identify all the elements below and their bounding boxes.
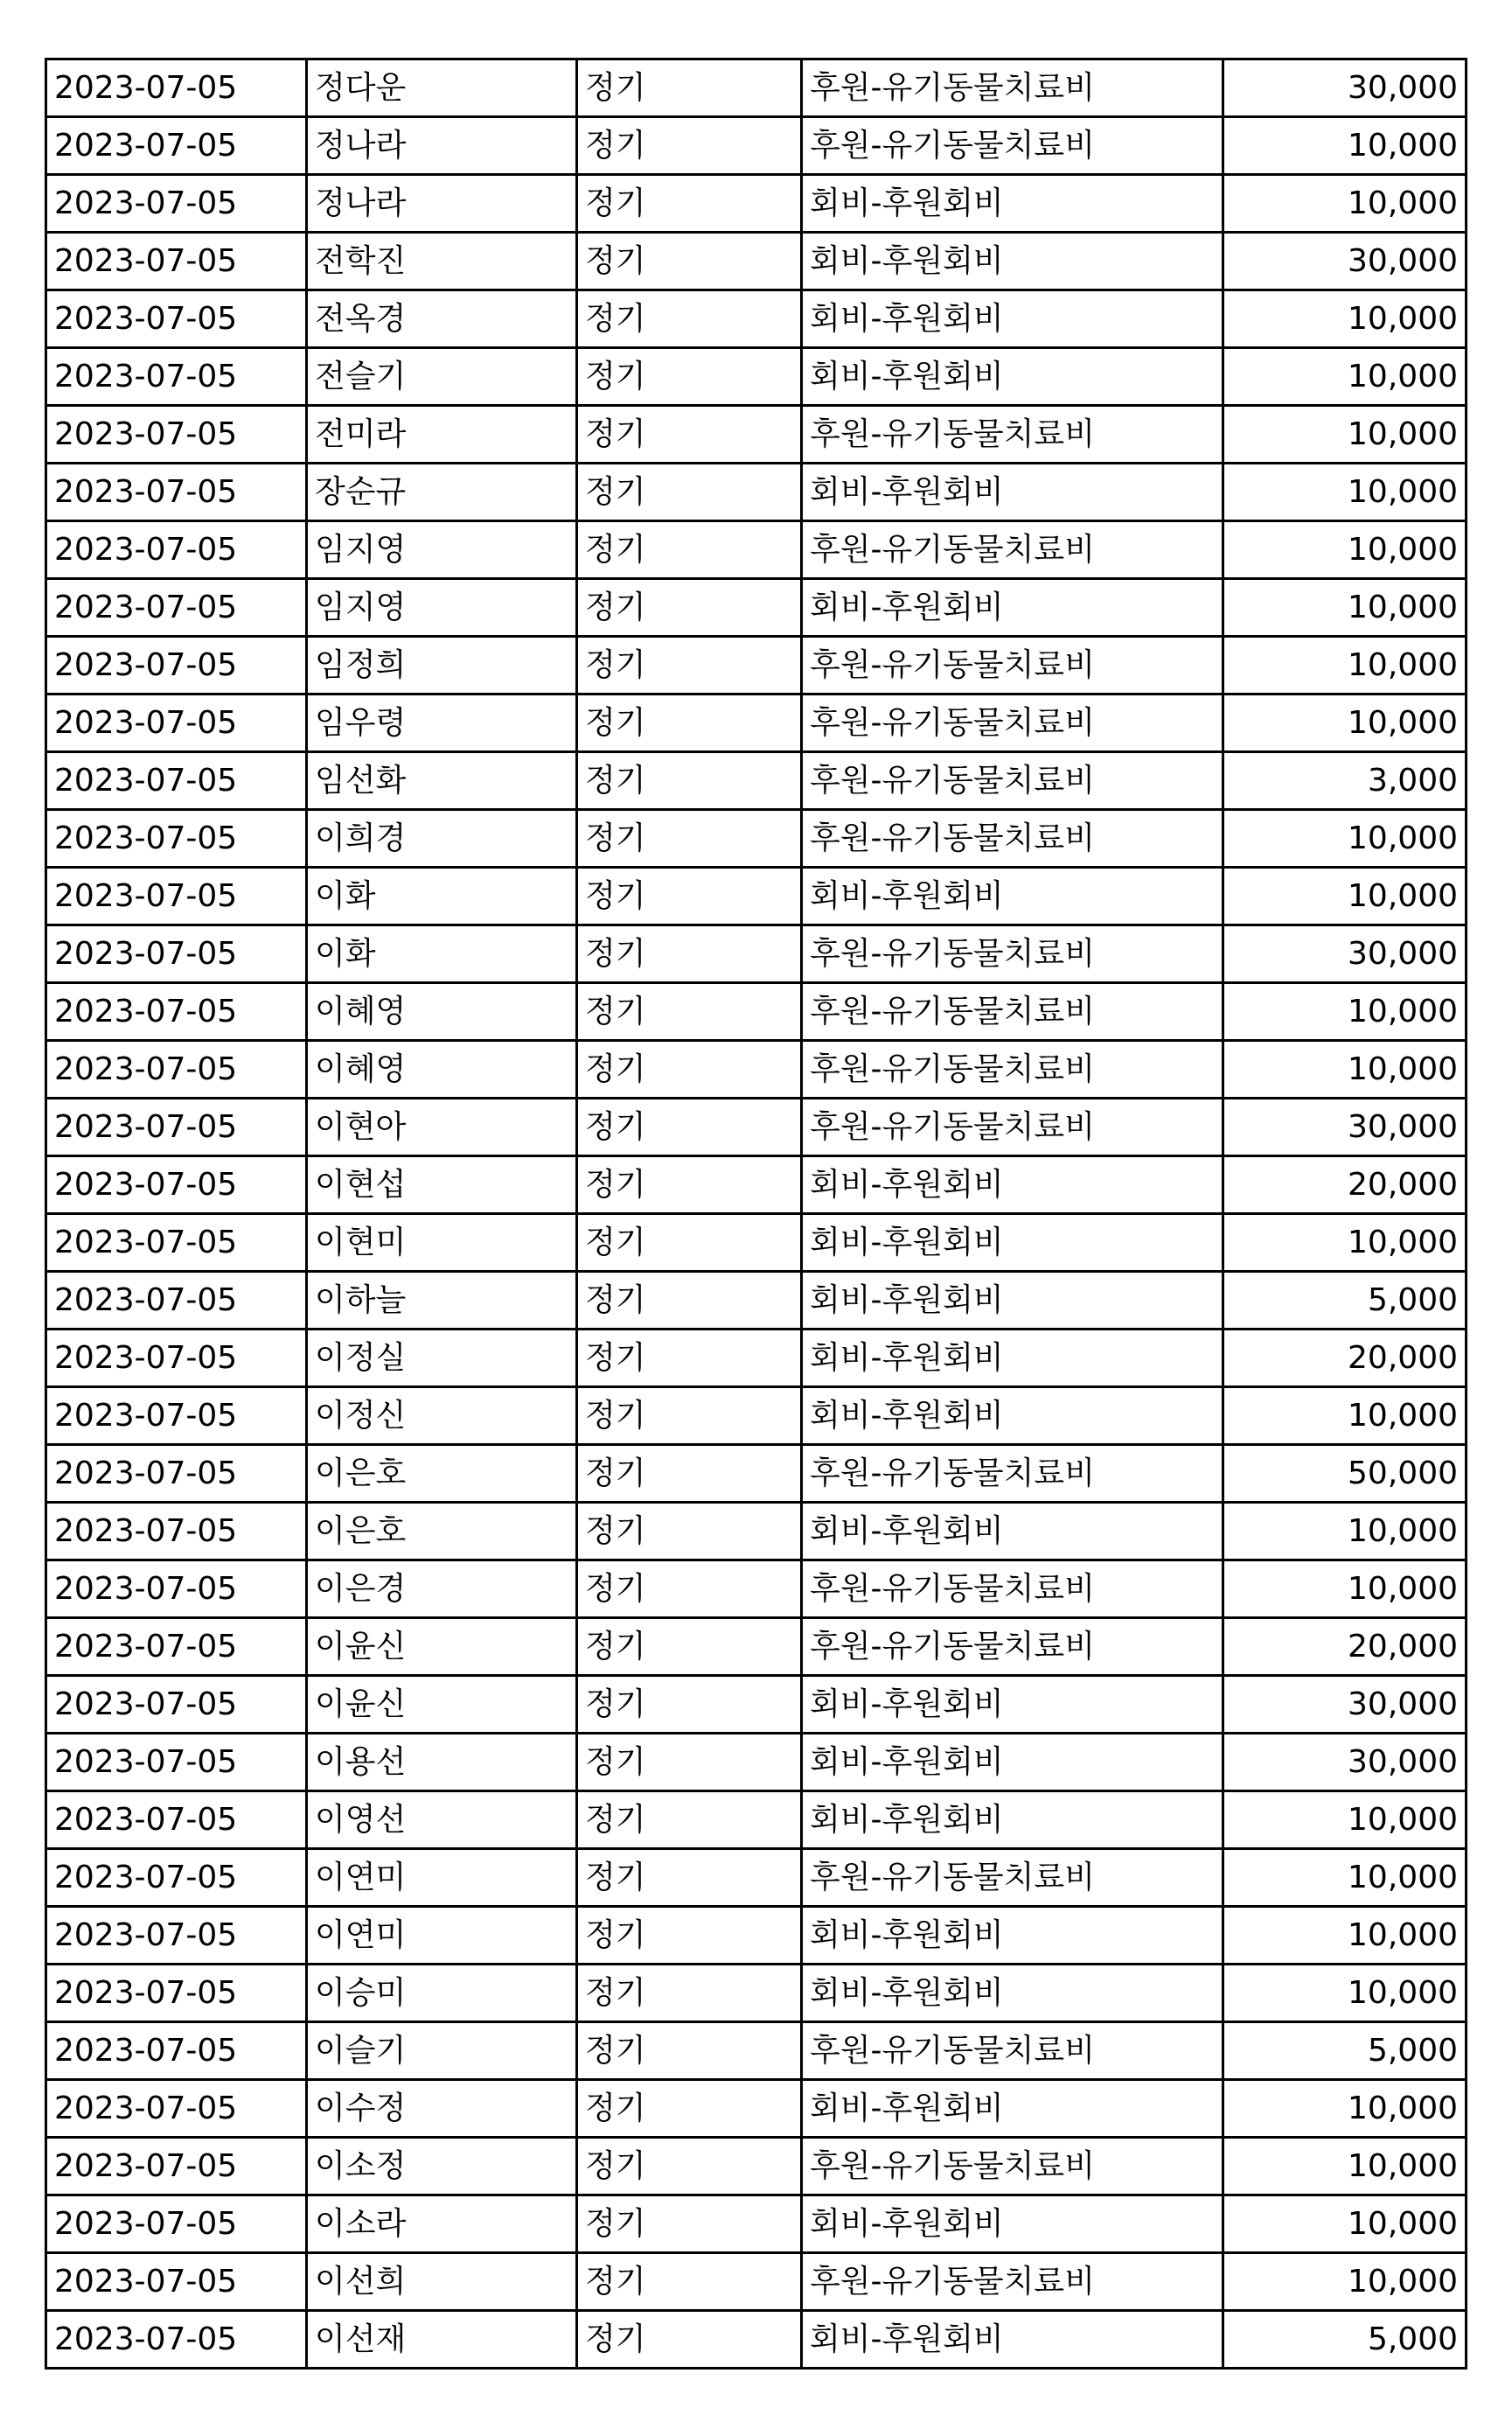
date-cell: 2023-07-05 — [46, 810, 307, 868]
amount-cell: 10,000 — [1223, 1791, 1467, 1849]
category-cell: 후원-유기동물치료비 — [802, 1445, 1223, 1503]
amount-cell: 10,000 — [1223, 1041, 1467, 1099]
date-cell: 2023-07-05 — [46, 1099, 307, 1156]
category-cell: 회비-후원회비 — [802, 1676, 1223, 1734]
donor-name-cell: 정나라 — [307, 175, 577, 233]
donation-type-cell: 정기 — [577, 1618, 802, 1676]
date-cell: 2023-07-05 — [46, 59, 307, 117]
category-cell: 회비-후원회비 — [802, 175, 1223, 233]
donation-type-cell: 정기 — [577, 637, 802, 694]
donor-name-cell: 전옥경 — [307, 290, 577, 348]
date-cell: 2023-07-05 — [46, 2138, 307, 2195]
amount-cell: 10,000 — [1223, 1907, 1467, 1965]
table-row — [46, 868, 1467, 925]
donation-type-cell: 정기 — [577, 521, 802, 579]
category-cell: 후원-유기동물치료비 — [802, 1618, 1223, 1676]
amount-cell: 10,000 — [1223, 1503, 1467, 1560]
table-row — [46, 1387, 1467, 1445]
date-cell: 2023-07-05 — [46, 1387, 307, 1445]
donation-type-cell: 정기 — [577, 983, 802, 1041]
amount-cell: 30,000 — [1223, 1676, 1467, 1734]
category-cell: 후원-유기동물치료비 — [802, 1560, 1223, 1618]
donor-name-cell: 이승미 — [307, 1965, 577, 2022]
date-cell: 2023-07-05 — [46, 1503, 307, 1560]
date-cell: 2023-07-05 — [46, 1560, 307, 1618]
category-cell: 후원-유기동물치료비 — [802, 1041, 1223, 1099]
donor-name-cell: 이현아 — [307, 1099, 577, 1156]
donation-type-cell: 정기 — [577, 752, 802, 810]
donor-name-cell: 이연미 — [307, 1849, 577, 1907]
date-cell: 2023-07-05 — [46, 1734, 307, 1791]
category-cell: 후원-유기동물치료비 — [802, 406, 1223, 464]
donation-type-cell: 정기 — [577, 1849, 802, 1907]
amount-cell: 5,000 — [1223, 1272, 1467, 1330]
donation-ledger-table — [45, 58, 1467, 2370]
donor-name-cell: 이윤신 — [307, 1618, 577, 1676]
table-row — [46, 2195, 1467, 2253]
date-cell: 2023-07-05 — [46, 1445, 307, 1503]
table-row — [46, 2080, 1467, 2138]
table-row — [46, 983, 1467, 1041]
category-cell: 후원-유기동물치료비 — [802, 925, 1223, 983]
donor-name-cell: 정다운 — [307, 59, 577, 117]
table-row — [46, 290, 1467, 348]
table-row — [46, 810, 1467, 868]
date-cell: 2023-07-05 — [46, 406, 307, 464]
date-cell: 2023-07-05 — [46, 290, 307, 348]
donation-type-cell: 정기 — [577, 406, 802, 464]
table-row — [46, 233, 1467, 290]
donor-name-cell: 정나라 — [307, 117, 577, 175]
donor-name-cell: 이선희 — [307, 2253, 577, 2311]
date-cell: 2023-07-05 — [46, 1907, 307, 1965]
table-row — [46, 1041, 1467, 1099]
amount-cell: 10,000 — [1223, 1849, 1467, 1907]
donor-name-cell: 이수정 — [307, 2080, 577, 2138]
donor-name-cell: 이윤신 — [307, 1676, 577, 1734]
donor-name-cell: 전슬기 — [307, 348, 577, 406]
category-cell: 회비-후원회비 — [802, 1503, 1223, 1560]
donor-name-cell: 이혜영 — [307, 983, 577, 1041]
category-cell: 회비-후원회비 — [802, 1272, 1223, 1330]
amount-cell: 30,000 — [1223, 59, 1467, 117]
donation-type-cell: 정기 — [577, 233, 802, 290]
donation-type-cell: 정기 — [577, 1214, 802, 1272]
donor-name-cell: 임지영 — [307, 521, 577, 579]
table-row — [46, 348, 1467, 406]
table-row — [46, 1214, 1467, 1272]
category-cell: 후원-유기동물치료비 — [802, 1849, 1223, 1907]
donation-type-cell: 정기 — [577, 1445, 802, 1503]
table-row — [46, 1445, 1467, 1503]
donor-name-cell: 임선화 — [307, 752, 577, 810]
donation-type-cell: 정기 — [577, 1560, 802, 1618]
date-cell: 2023-07-05 — [46, 464, 307, 521]
table-row — [46, 1099, 1467, 1156]
donation-type-cell: 정기 — [577, 2080, 802, 2138]
amount-cell: 10,000 — [1223, 117, 1467, 175]
donor-name-cell: 이영선 — [307, 1791, 577, 1849]
date-cell: 2023-07-05 — [46, 983, 307, 1041]
ledger-body — [46, 59, 1467, 2369]
category-cell: 회비-후원회비 — [802, 290, 1223, 348]
date-cell: 2023-07-05 — [46, 521, 307, 579]
category-cell: 회비-후원회비 — [802, 1907, 1223, 1965]
table-row — [46, 1272, 1467, 1330]
date-cell: 2023-07-05 — [46, 2080, 307, 2138]
date-cell: 2023-07-05 — [46, 752, 307, 810]
date-cell: 2023-07-05 — [46, 2022, 307, 2080]
amount-cell: 10,000 — [1223, 2253, 1467, 2311]
amount-cell: 10,000 — [1223, 464, 1467, 521]
table-row — [46, 521, 1467, 579]
donation-type-cell: 정기 — [577, 1041, 802, 1099]
donation-type-cell: 정기 — [577, 579, 802, 637]
amount-cell: 10,000 — [1223, 983, 1467, 1041]
category-cell: 회비-후원회비 — [802, 233, 1223, 290]
donation-type-cell: 정기 — [577, 1734, 802, 1791]
date-cell: 2023-07-05 — [46, 2311, 307, 2369]
table-row — [46, 1560, 1467, 1618]
donation-type-cell: 정기 — [577, 1272, 802, 1330]
category-cell: 회비-후원회비 — [802, 1965, 1223, 2022]
donation-type-cell: 정기 — [577, 1156, 802, 1214]
donor-name-cell: 이슬기 — [307, 2022, 577, 2080]
donor-name-cell: 이연미 — [307, 1907, 577, 1965]
donation-type-cell: 정기 — [577, 1387, 802, 1445]
category-cell: 회비-후원회비 — [802, 1330, 1223, 1387]
category-cell: 후원-유기동물치료비 — [802, 2253, 1223, 2311]
donor-name-cell: 이화 — [307, 925, 577, 983]
date-cell: 2023-07-05 — [46, 1676, 307, 1734]
table-row — [46, 2138, 1467, 2195]
donation-type-cell: 정기 — [577, 348, 802, 406]
amount-cell: 10,000 — [1223, 406, 1467, 464]
category-cell: 회비-후원회비 — [802, 1214, 1223, 1272]
donation-type-cell: 정기 — [577, 175, 802, 233]
date-cell: 2023-07-05 — [46, 1618, 307, 1676]
donation-type-cell: 정기 — [577, 2311, 802, 2369]
donation-type-cell: 정기 — [577, 810, 802, 868]
category-cell: 회비-후원회비 — [802, 1791, 1223, 1849]
amount-cell: 20,000 — [1223, 1330, 1467, 1387]
category-cell: 회비-후원회비 — [802, 2195, 1223, 2253]
amount-cell: 10,000 — [1223, 521, 1467, 579]
date-cell: 2023-07-05 — [46, 175, 307, 233]
table-row — [46, 2253, 1467, 2311]
table-row — [46, 752, 1467, 810]
amount-cell: 10,000 — [1223, 2195, 1467, 2253]
category-cell: 회비-후원회비 — [802, 868, 1223, 925]
amount-cell: 10,000 — [1223, 694, 1467, 752]
amount-cell: 20,000 — [1223, 1618, 1467, 1676]
date-cell: 2023-07-05 — [46, 1272, 307, 1330]
donor-name-cell: 이화 — [307, 868, 577, 925]
donor-name-cell: 이용선 — [307, 1734, 577, 1791]
category-cell: 회비-후원회비 — [802, 1156, 1223, 1214]
donor-name-cell: 전미라 — [307, 406, 577, 464]
donation-type-cell: 정기 — [577, 694, 802, 752]
category-cell: 후원-유기동물치료비 — [802, 2022, 1223, 2080]
date-cell: 2023-07-05 — [46, 348, 307, 406]
date-cell: 2023-07-05 — [46, 233, 307, 290]
table-row — [46, 1330, 1467, 1387]
date-cell: 2023-07-05 — [46, 1791, 307, 1849]
amount-cell: 10,000 — [1223, 868, 1467, 925]
amount-cell: 50,000 — [1223, 1445, 1467, 1503]
donor-name-cell: 이현섭 — [307, 1156, 577, 1214]
date-cell: 2023-07-05 — [46, 2195, 307, 2253]
table-row — [46, 1849, 1467, 1907]
amount-cell: 5,000 — [1223, 2311, 1467, 2369]
table-row — [46, 2022, 1467, 2080]
table-row — [46, 175, 1467, 233]
donation-type-cell: 정기 — [577, 925, 802, 983]
amount-cell: 10,000 — [1223, 1387, 1467, 1445]
table-row — [46, 1503, 1467, 1560]
donor-name-cell: 이소라 — [307, 2195, 577, 2253]
donation-type-cell: 정기 — [577, 1330, 802, 1387]
date-cell: 2023-07-05 — [46, 1156, 307, 1214]
donor-name-cell: 이은호 — [307, 1503, 577, 1560]
amount-cell: 10,000 — [1223, 2080, 1467, 2138]
table-row — [46, 579, 1467, 637]
table-row — [46, 117, 1467, 175]
donation-type-cell: 정기 — [577, 1907, 802, 1965]
table-row — [46, 2311, 1467, 2369]
date-cell: 2023-07-05 — [46, 637, 307, 694]
donor-name-cell: 이정신 — [307, 1387, 577, 1445]
date-cell: 2023-07-05 — [46, 1041, 307, 1099]
date-cell: 2023-07-05 — [46, 2253, 307, 2311]
donation-type-cell: 정기 — [577, 1099, 802, 1156]
category-cell: 후원-유기동물치료비 — [802, 117, 1223, 175]
donor-name-cell: 임우령 — [307, 694, 577, 752]
amount-cell: 30,000 — [1223, 925, 1467, 983]
date-cell: 2023-07-05 — [46, 1214, 307, 1272]
donation-type-cell: 정기 — [577, 2195, 802, 2253]
amount-cell: 30,000 — [1223, 233, 1467, 290]
amount-cell: 10,000 — [1223, 810, 1467, 868]
donor-name-cell: 임지영 — [307, 579, 577, 637]
date-cell: 2023-07-05 — [46, 117, 307, 175]
donor-name-cell: 이소정 — [307, 2138, 577, 2195]
category-cell: 회비-후원회비 — [802, 464, 1223, 521]
donation-type-cell: 정기 — [577, 2022, 802, 2080]
category-cell: 후원-유기동물치료비 — [802, 1099, 1223, 1156]
date-cell: 2023-07-05 — [46, 868, 307, 925]
date-cell: 2023-07-05 — [46, 925, 307, 983]
donor-name-cell: 이선재 — [307, 2311, 577, 2369]
category-cell: 후원-유기동물치료비 — [802, 521, 1223, 579]
category-cell: 후원-유기동물치료비 — [802, 810, 1223, 868]
donor-name-cell: 이은경 — [307, 1560, 577, 1618]
amount-cell: 10,000 — [1223, 1965, 1467, 2022]
table-row — [46, 1791, 1467, 1849]
category-cell: 회비-후원회비 — [802, 348, 1223, 406]
category-cell: 회비-후원회비 — [802, 1734, 1223, 1791]
donation-type-cell: 정기 — [577, 868, 802, 925]
amount-cell: 10,000 — [1223, 175, 1467, 233]
date-cell: 2023-07-05 — [46, 1849, 307, 1907]
donation-type-cell: 정기 — [577, 1503, 802, 1560]
amount-cell: 30,000 — [1223, 1099, 1467, 1156]
category-cell: 후원-유기동물치료비 — [802, 2138, 1223, 2195]
table-row — [46, 1965, 1467, 2022]
category-cell: 회비-후원회비 — [802, 2080, 1223, 2138]
table-row — [46, 59, 1467, 117]
category-cell: 후원-유기동물치료비 — [802, 637, 1223, 694]
donation-type-cell: 정기 — [577, 1791, 802, 1849]
donation-type-cell: 정기 — [577, 464, 802, 521]
table-row — [46, 925, 1467, 983]
amount-cell: 10,000 — [1223, 1560, 1467, 1618]
category-cell: 후원-유기동물치료비 — [802, 983, 1223, 1041]
donation-type-cell: 정기 — [577, 2253, 802, 2311]
table-row — [46, 1734, 1467, 1791]
category-cell: 후원-유기동물치료비 — [802, 59, 1223, 117]
table-row — [46, 1618, 1467, 1676]
amount-cell: 10,000 — [1223, 290, 1467, 348]
donor-name-cell: 이희경 — [307, 810, 577, 868]
amount-cell: 3,000 — [1223, 752, 1467, 810]
table-row — [46, 464, 1467, 521]
donor-name-cell: 이혜영 — [307, 1041, 577, 1099]
donation-type-cell: 정기 — [577, 290, 802, 348]
donor-name-cell: 이현미 — [307, 1214, 577, 1272]
donation-type-cell: 정기 — [577, 1965, 802, 2022]
donor-name-cell: 임정희 — [307, 637, 577, 694]
donation-type-cell: 정기 — [577, 59, 802, 117]
category-cell: 회비-후원회비 — [802, 1387, 1223, 1445]
amount-cell: 10,000 — [1223, 2138, 1467, 2195]
table-row — [46, 1907, 1467, 1965]
category-cell: 회비-후원회비 — [802, 2311, 1223, 2369]
table-row — [46, 406, 1467, 464]
donation-type-cell: 정기 — [577, 1676, 802, 1734]
amount-cell: 5,000 — [1223, 2022, 1467, 2080]
date-cell: 2023-07-05 — [46, 1965, 307, 2022]
amount-cell: 10,000 — [1223, 637, 1467, 694]
date-cell: 2023-07-05 — [46, 694, 307, 752]
donor-name-cell: 전학진 — [307, 233, 577, 290]
date-cell: 2023-07-05 — [46, 1330, 307, 1387]
amount-cell: 10,000 — [1223, 1214, 1467, 1272]
donor-name-cell: 장순규 — [307, 464, 577, 521]
donor-name-cell: 이하늘 — [307, 1272, 577, 1330]
donor-name-cell: 이은호 — [307, 1445, 577, 1503]
table-row — [46, 694, 1467, 752]
donation-type-cell: 정기 — [577, 2138, 802, 2195]
amount-cell: 20,000 — [1223, 1156, 1467, 1214]
category-cell: 후원-유기동물치료비 — [802, 752, 1223, 810]
donation-type-cell: 정기 — [577, 117, 802, 175]
category-cell: 회비-후원회비 — [802, 579, 1223, 637]
amount-cell: 10,000 — [1223, 348, 1467, 406]
table-row — [46, 1676, 1467, 1734]
table-row — [46, 637, 1467, 694]
donor-name-cell: 이정실 — [307, 1330, 577, 1387]
date-cell: 2023-07-05 — [46, 579, 307, 637]
table-row — [46, 1156, 1467, 1214]
category-cell: 후원-유기동물치료비 — [802, 694, 1223, 752]
amount-cell: 10,000 — [1223, 579, 1467, 637]
amount-cell: 30,000 — [1223, 1734, 1467, 1791]
